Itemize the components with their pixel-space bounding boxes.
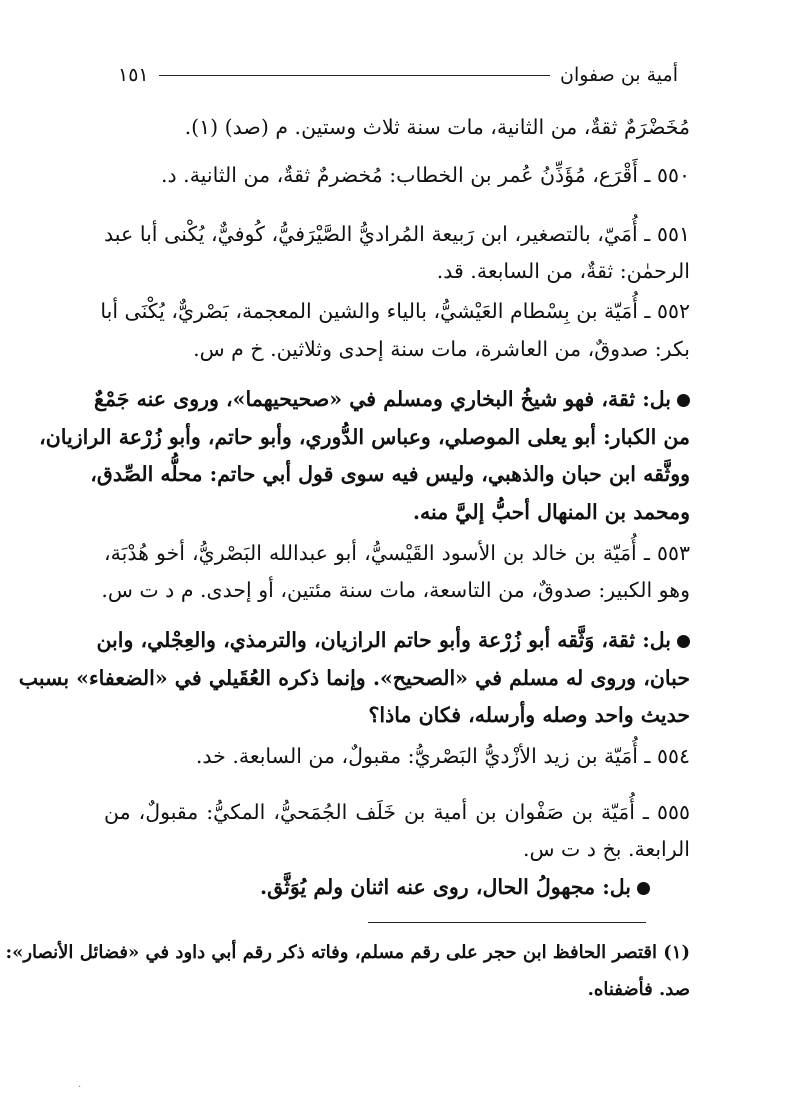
entry-555: ٥٥٥ ـ أُمَيّة بن صَفْوان بن أمية بن خَلَف الجُمَحيُّ، المكيُّ: مقبولٌ، من xyxy=(104,800,690,824)
entry-554: ٥٥٤ ـ أُمَيّة بن زيد الأزْديُّ البَصْريُّ: مقبولٌ، من السابعة. خد. xyxy=(195,744,690,768)
footnote-1-continued: صد. فأضفناه. xyxy=(587,979,690,1000)
entry-551: ٥٥١ ـ أُمَيّ، بالتصغير، ابن رَبيعة المُراديُّ الصَّيْرَفيُّ، كُوفيٌّ، يُكْنى أبا عبد xyxy=(104,222,690,246)
entry-550: ٥٥٠ ـ أَقْرَع، مُؤَذِّنُ عُمر بن الخطاب: مُخضرمٌ ثقةٌ، من الثانية. د. xyxy=(161,163,690,187)
text-line: مُخَضْرَمٌ ثقةٌ، من الثانية، مات سنة ثلاث وستين. م (صد) (١). xyxy=(184,115,690,139)
entry-553: ٥٥٣ ـ أُمَيّة بن خالد بن الأسود القَيْسيُّ، أبو عبدالله البَصْريُّ، أخو هُدْبَة، xyxy=(104,541,690,565)
running-title: أمية بن صفوان xyxy=(560,64,678,86)
text-line: حديث واحد وصله وأرسله، فكان ماذا؟ xyxy=(368,703,690,727)
entry-552: ٥٥٢ ـ أُمَيّة بن بِسْطام العَيْشيُّ، بالياء والشين المعجمة، بَصْريٌّ، يُكْنَى أبا xyxy=(100,299,690,323)
bullet-icon xyxy=(637,882,650,895)
text-line: حبان، وروى له مسلم في «الصحيح». وإنما ذكره العُقَيلي في «الضعفاء» بسبب xyxy=(18,666,690,690)
text-line: ومحمد بن المنهال أحبُّ إليَّ منه. xyxy=(412,500,690,524)
text-line: الرحمٰن: ثقةٌ، من السابعة. قد. xyxy=(436,259,690,283)
page-number: ١٥١ xyxy=(118,64,149,86)
text-line: من الكبار: أبو يعلى الموصلي، وعباس الدُّوري، وأبو حاتم، وأبو زُرْعة الرازيان، xyxy=(39,425,690,449)
text-line: بكر: صدوقٌ، من العاشرة، مات سنة إحدى وثلاثين. خ م س. xyxy=(193,337,690,361)
bullet-icon xyxy=(677,635,690,648)
scan-speck: · xyxy=(78,1082,82,1093)
running-header xyxy=(118,60,678,90)
comment-paragraph: بل: مجهولُ الحال، روى عنه اثنان ولم يُوَثَّق. xyxy=(104,872,650,902)
comment-paragraph: بل: ثقة، فهو شيخُ البخاري ومسلم في «صحيحيهما»، وروى عنه جَمْعٌ xyxy=(104,384,690,414)
bullet-icon xyxy=(677,394,690,407)
text-line: وهو الكبير: صدوقٌ، من التاسعة، مات سنة مئتين، أو إحدى. م د ت س. xyxy=(101,578,690,602)
footnote-rule xyxy=(368,922,646,923)
header-rule xyxy=(159,75,550,76)
comment-paragraph: بل: ثقة، وَثَّقه أبو زُرْعة وأبو حاتم الرازيان، والترمذي، والعِجْلي، وابن xyxy=(104,625,690,655)
text-line: ووثَّقه ابن حبان والذهبي، وليس فيه سوى قول أبي حاتم: محلُّه الصِّدق، xyxy=(90,462,690,486)
footnote-1: (١) اقتصر الحافظ ابن حجر على رقم مسلم، وفاته ذكر رقم أبي داود في «فضائل الأنصار»: xyxy=(5,942,690,963)
text-line: الرابعة. بخ د ت س. xyxy=(522,837,690,861)
